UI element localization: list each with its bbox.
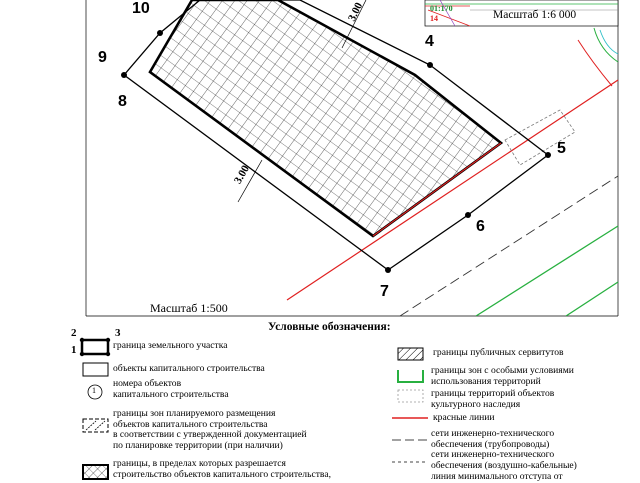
legend-title: Условные обозначения: — [268, 321, 391, 333]
buildable-zone-hatched — [150, 0, 501, 236]
vertex-point-7 — [385, 267, 391, 273]
inset-scale-label: Масштаб 1:6 000 — [493, 9, 577, 21]
vertex-point-4 — [427, 62, 433, 68]
legend-text-red-lines: красные линии — [433, 412, 495, 423]
legend-corner-num-2: 2 — [71, 327, 77, 339]
point-label-10: 10 — [132, 0, 150, 17]
vertex-point-5 — [545, 152, 551, 158]
point-label-7: 7 — [380, 283, 389, 300]
legend-text-object-numbers: номера объектов капитального строительства — [113, 378, 229, 400]
point-label-4: 4 — [425, 33, 434, 50]
legend-text-special-zones: границы зон с особыми условиями использования территорий — [431, 365, 574, 387]
legend-symbol-special-zones — [398, 370, 423, 382]
legend-text-planned-zones: границы зон планируемого размещения объектов капитального строительства в соответствии с утвержденной документацией по планировке территории (при наличии) — [113, 408, 307, 451]
legend-text-pipelines: сети инженерно-технического обеспечения (трубопроводы) — [431, 428, 555, 450]
legend-symbol-buildable-zone — [83, 465, 108, 479]
point-label-8: 8 — [118, 93, 127, 110]
vertex-point-8 — [121, 72, 127, 78]
legend-corner-num-3: 3 — [115, 327, 121, 339]
scale-label: Масштаб 1:500 — [150, 301, 228, 315]
legend-text-public-servitude: границы публичных сервитутов — [433, 347, 564, 358]
legend-text-heritage: границы территорий объектов культурного наследия — [431, 388, 555, 410]
legend-text-land-plot: граница земельного участка — [113, 340, 228, 351]
legend-text-capital-objects: объекты капитального строительства — [113, 363, 265, 374]
inset-curve-cyan — [600, 30, 618, 54]
inset-code-label: 01:170 — [430, 4, 453, 13]
legend-symbol-heritage — [398, 390, 423, 402]
vertex-point-6 — [465, 212, 471, 218]
legend-corner-num-1: 1 — [71, 344, 77, 356]
legend-symbol-public-servitude — [398, 348, 423, 360]
dimension-label-top: 3.00 — [346, 0, 366, 24]
legend-circle-num: 1 — [92, 386, 96, 395]
point-label-6: 6 — [476, 218, 485, 235]
green-zone-line-2 — [566, 282, 618, 316]
inset-code-label-2: 14 — [430, 14, 438, 23]
point-label-9: 9 — [98, 49, 107, 66]
green-zone-line-1 — [476, 226, 618, 316]
point-label-5: 5 — [557, 140, 566, 157]
vertex-point-10 — [157, 30, 163, 36]
legend-text-buildable-zone: границы, в пределах которых разрешается строительство объектов капитального строительства, — [113, 458, 331, 480]
legend-symbol-planned-zones — [83, 419, 108, 432]
inset-curve-red — [578, 40, 612, 86]
legend-symbol-land-plot — [80, 338, 110, 356]
legend-text-min-setback: линия минимального отступа от — [431, 471, 563, 482]
dimension-label-left: 3.00 — [232, 163, 253, 186]
legend-text-cable-lines: сети инженерно-технического обеспечения (воздушно-кабельные) — [431, 449, 577, 471]
legend-symbol-capital-objects — [83, 363, 108, 376]
inset-curve-green — [594, 28, 618, 62]
